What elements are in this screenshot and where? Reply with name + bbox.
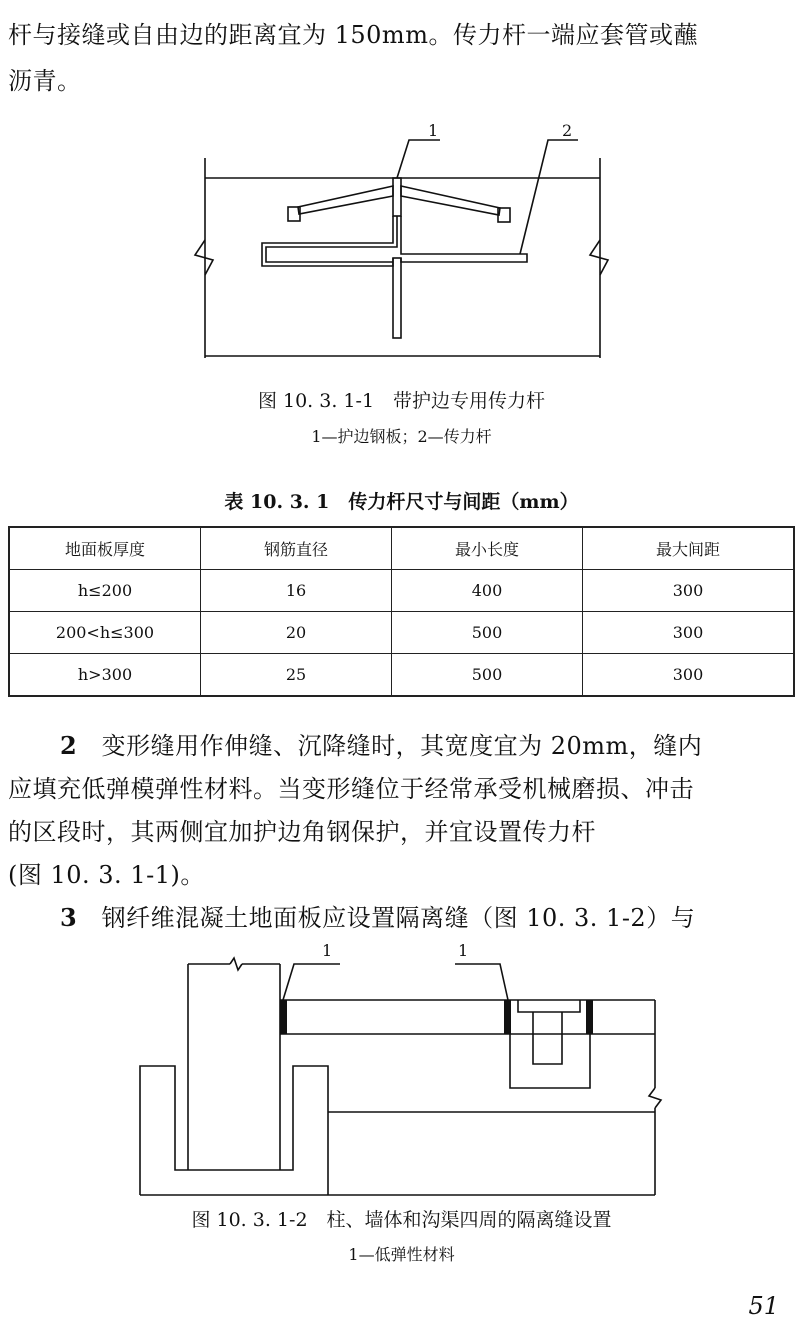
table-row xyxy=(9,654,794,697)
figure1-label-2: 2 xyxy=(562,121,573,140)
table-title: 表 10. 3. 1 传力杆尺寸与间距（mm） xyxy=(224,491,579,513)
table-header-row xyxy=(9,527,794,570)
table-cell: 20 xyxy=(201,612,392,654)
table-cell: 500 xyxy=(392,654,583,697)
table-cell: 400 xyxy=(392,570,583,612)
table-header-cell: 最小长度 xyxy=(392,527,583,570)
dowel-table xyxy=(8,526,795,697)
para2-line-3: 的区段时，其两侧宜加护边角钢保护，并宜设置传力杆 xyxy=(8,818,596,846)
para3-number: 3 xyxy=(60,903,78,932)
intro-line-1: 杆与接缝或自由边的距离宜为 150mm。传力杆一端应套管或蘸 xyxy=(8,21,698,49)
figure1-label-1: 1 xyxy=(428,121,439,140)
para2-line-1: 变形缝用作伸缝、沉降缝时，其宽度宜为 20mm，缝内 xyxy=(101,732,703,760)
figure2-label-1b: 1 xyxy=(458,941,469,960)
figure1-caption: 图 10. 3. 1-1 带护边专用传力杆 xyxy=(257,390,546,412)
table-cell: 300 xyxy=(583,654,795,697)
table-cell: 300 xyxy=(583,612,795,654)
para2-line-4: (图 10. 3. 1-1)。 xyxy=(8,861,205,889)
table-cell: 300 xyxy=(583,570,795,612)
para2-number: 2 xyxy=(60,731,78,760)
table-header-cell: 最大间距 xyxy=(583,527,795,570)
table-header-cell: 地面板厚度 xyxy=(9,527,201,570)
table-cell: 25 xyxy=(201,654,392,697)
figure2-caption: 图 10. 3. 1-2 柱、墙体和沟渠四周的隔离缝设置 xyxy=(191,1209,612,1231)
table-header-cell: 钢筋直径 xyxy=(201,527,392,570)
table-row xyxy=(9,570,794,612)
figure-isolation-joint-diagram xyxy=(0,940,803,1200)
table-cell: h>300 xyxy=(9,654,201,697)
table-cell: h≤200 xyxy=(9,570,201,612)
intro-line-2: 沥青。 xyxy=(8,67,82,95)
page-number: 51 xyxy=(748,1292,779,1320)
figure1-legend: 1—护边钢板；2—传力杆 xyxy=(311,427,492,446)
para3-line-1: 钢纤维混凝土地面板应设置隔离缝（图 10. 3. 1-2）与 xyxy=(101,904,696,932)
table-cell: 500 xyxy=(392,612,583,654)
figure2-label-1a: 1 xyxy=(322,941,333,960)
table-cell: 200<h≤300 xyxy=(9,612,201,654)
figure2-legend: 1—低弹性材料 xyxy=(348,1245,455,1264)
table-cell: 16 xyxy=(201,570,392,612)
para2-line-2: 应填充低弹模弹性材料。当变形缝位于经常承受机械磨损、冲击 xyxy=(8,775,694,803)
table-row xyxy=(9,612,794,654)
